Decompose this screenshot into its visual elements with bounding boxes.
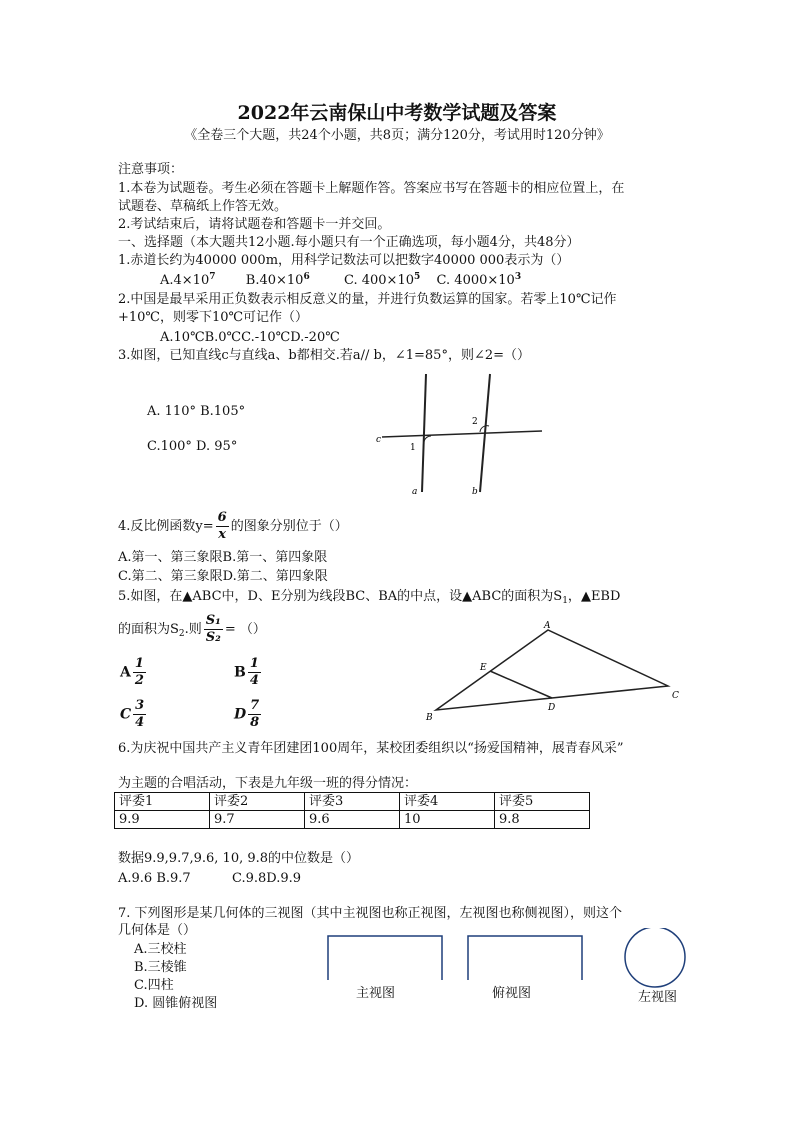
- q5-option-a: A $\frac{1}{2}$: [120, 656, 144, 688]
- q5-stem-1: 5.如图，在▲ABC中，D、E分别为线段BC、BA的中点，设▲ABC的面积为$S_1$，▲EBD: [118, 589, 621, 606]
- label-vertex-b: B: [426, 713, 433, 723]
- q7-option-b: B.三棱锥: [134, 960, 187, 975]
- q6-stem-2: 为主题的合唱活动，下表是九年级一班的得分情况：: [118, 776, 418, 791]
- score-table: [114, 792, 590, 829]
- q4-options-2: C.第二、第三象限D.第二、第四象限: [118, 569, 328, 584]
- q7-option-a: A.三校柱: [134, 942, 187, 957]
- q3-stem: 3.如图，已知直线c与直线a、b都相交.若a// b，∠1=85°，则∠2=（）: [118, 348, 531, 363]
- notes-line-2: 试题卷、草稿纸上作答无效。: [118, 199, 288, 214]
- label-a: a: [412, 487, 418, 495]
- front-view-shape: [328, 936, 442, 980]
- q2-stem-2: +10℃，则零下10℃可记作（）: [118, 310, 309, 325]
- q7-stem-1: 7. 下列图形是某几何体的三视图（其中主视图也称正视图，左视图也称侧视图），则这个: [118, 906, 623, 921]
- q5-option-c: C $\frac{3}{4}$: [120, 698, 145, 730]
- q1-option-d: C. $4000\times 10^3$: [436, 272, 522, 288]
- q6-options: A.9.6 B.9.7 C.9.8D.9.9: [118, 871, 302, 886]
- score-table-row: [115, 811, 590, 829]
- angle-1-arc: [424, 436, 431, 442]
- label-b: b: [472, 487, 478, 495]
- label-point-e: E: [480, 663, 487, 673]
- notes-line-1: 1.本卷为试题卷。考生必须在答题卡上解题作答。答案应书写在答题卡的相应位置上，在: [118, 181, 625, 196]
- q1-stem: 1.赤道长约为40000 000m，用科学记数法可以把数字40000 000表示为（）: [118, 253, 570, 268]
- q3-options-1: A. 110° B.105°: [147, 404, 246, 419]
- line-a: [422, 374, 426, 492]
- left-view-label: 左视图: [638, 990, 678, 1005]
- segment-ed: [490, 671, 552, 698]
- q3-parallel-lines-figure: [368, 370, 548, 495]
- q7-option-d: D. 圆锥俯视图: [134, 996, 218, 1011]
- table-header-cell: 评委4: [400, 793, 495, 811]
- top-view-shape: [468, 936, 582, 980]
- left-view-circle: [625, 928, 685, 987]
- q5-ratio-fraction: $\frac{\text{S₁}}{\text{S₂}}$: [205, 613, 221, 645]
- q4-fraction: $\frac{6}{x}$: [217, 510, 227, 542]
- line-c: [382, 431, 542, 437]
- q5-option-d: D $\frac{7}{8}$: [234, 698, 260, 730]
- q4-stem: 4.反比例函数y= $\frac{6}{x}$ 的图象分别位于（）: [118, 510, 348, 542]
- q1-options: [160, 271, 521, 290]
- score-table-header-row: [115, 793, 590, 811]
- table-cell: 9.6: [305, 811, 400, 829]
- q1-option-c: C. $400\times 10^5$: [344, 272, 421, 288]
- top-view-label: 俯视图: [492, 986, 532, 1001]
- q5-option-b: B $\frac{1}{4}$: [234, 656, 259, 688]
- q2-stem-1: 2.中国是最早采用正负数表示相反意义的量，并进行负数运算的国家。若零上10℃记作: [118, 292, 617, 307]
- label-vertex-a: A: [544, 621, 551, 631]
- q1-option-b: $B.40\times 10^6$: [245, 272, 310, 288]
- q7-option-c: C.四柱: [134, 978, 174, 993]
- table-header-cell: 评委2: [210, 793, 305, 811]
- label-point-d: D: [548, 703, 556, 713]
- q2-options: A.10℃B.0℃C.-10℃D.-20℃: [160, 330, 340, 345]
- page-subtitle: 《全卷三个大题，共24个小题，共8页；满分120分，考试用时120分钟》: [184, 128, 610, 143]
- notes-line-3: 2.考试结束后，请将试题卷和答题卡一并交回。: [118, 217, 391, 232]
- q5-stem-2: 的面积为$S_2$.则 $\frac{\text{S₁}}{\text{S₂}}$ = （）: [118, 613, 266, 645]
- section-heading: 一、选择题（本大题共12小题.每小题只有一个正确选项，每小题4分，共48分）: [118, 235, 580, 250]
- label-1: 1: [410, 443, 416, 453]
- q1-option-a: $A.4\times 10^7$: [160, 272, 216, 288]
- notes-heading: 注意事项：: [118, 162, 184, 177]
- q5-triangle-figure: [420, 618, 690, 724]
- label-c: c: [376, 435, 382, 445]
- table-cell: 9.7: [210, 811, 305, 829]
- q6-stem-1: 6.为庆祝中国共产主义青年团建团100周年，某校团委组织以“扬爱国精神，展青春风采”: [118, 741, 624, 756]
- table-cell: 9.9: [115, 811, 210, 829]
- q7-stem-2: 几何体是（）: [118, 923, 197, 938]
- q3-options-2: C.100° D. 95°: [147, 439, 238, 454]
- q6-question: 数据9.9,9.7,9.6, 10, 9.8的中位数是（）: [118, 851, 360, 866]
- table-cell: 9.8: [495, 811, 590, 829]
- table-header-cell: 评委3: [305, 793, 400, 811]
- front-view-label: 主视图: [356, 986, 396, 1001]
- table-header-cell: 评委5: [495, 793, 590, 811]
- label-2: 2: [472, 417, 478, 427]
- q4-options-1: A.第一、第三象限B.第一、第四象限: [118, 550, 328, 565]
- table-header-cell: 评委1: [115, 793, 210, 811]
- page-title: 2022年云南保山中考数学试题及答案: [237, 102, 557, 124]
- table-cell: 10: [400, 811, 495, 829]
- label-vertex-c: C: [672, 691, 679, 701]
